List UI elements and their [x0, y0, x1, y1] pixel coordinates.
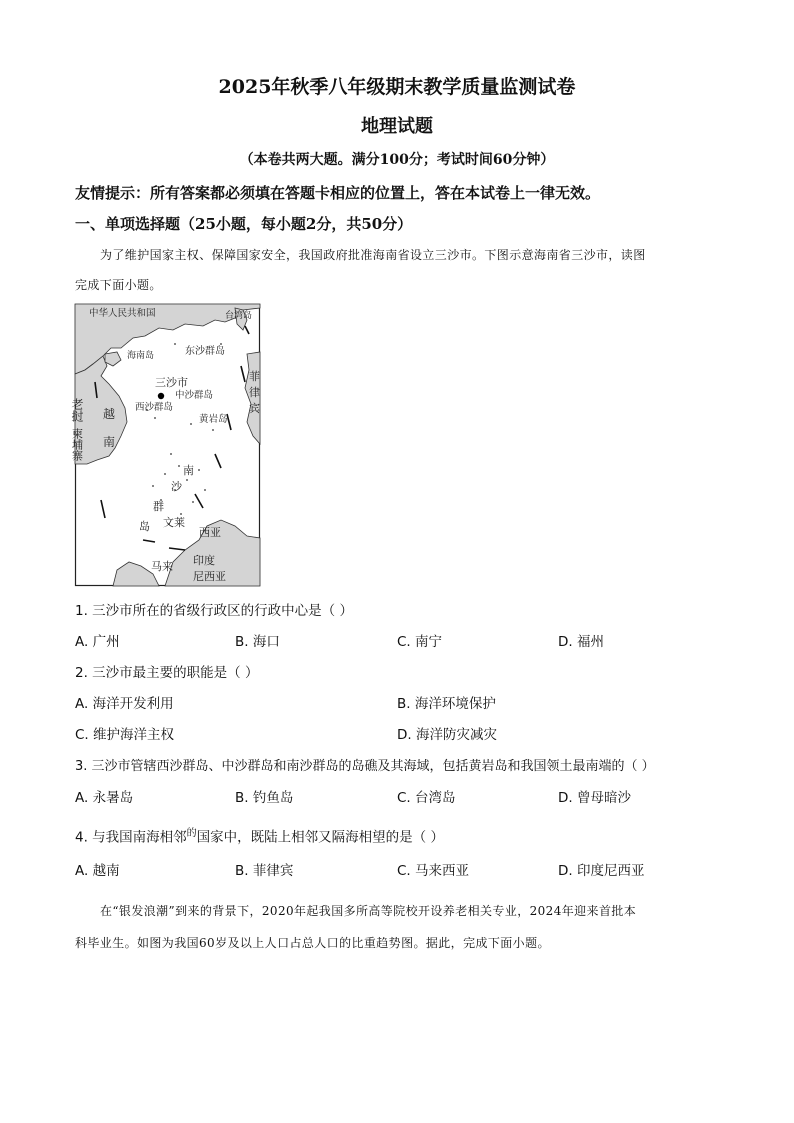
- q4-option-b[interactable]: B. 菲律宾: [235, 863, 294, 879]
- map-label-xiya: 西亚: [199, 526, 221, 539]
- q3-option-d[interactable]: D. 曾母暗沙: [558, 790, 631, 806]
- intro-line-2: 完成下面小题。: [75, 278, 162, 292]
- exam-title: 2025年秋季八年级期末教学质量监测试卷: [218, 76, 576, 98]
- q4-option-a[interactable]: A. 越南: [75, 863, 120, 879]
- q3-option-b[interactable]: B. 钓鱼岛: [235, 790, 294, 806]
- map-label-zhongsha: 中沙群岛: [175, 390, 214, 401]
- question-4: [75, 824, 444, 846]
- q1-option-c[interactable]: C. 南宁: [397, 634, 443, 650]
- map-label-taiwan: 台湾岛: [225, 311, 253, 321]
- q3-option-a[interactable]: A. 永暑岛: [75, 790, 134, 806]
- map-label-dongsha: 东沙群岛: [185, 346, 225, 357]
- intro-line-1: 为了维护国家主权、保障国家安全，我国政府批准海南省设立三沙市。下图示意海南省三沙市，读图: [100, 248, 646, 262]
- map-label-sansha: 三沙市: [155, 376, 188, 389]
- map-label-xisha: 西沙群岛: [135, 402, 174, 413]
- map-label-nansha-2: 沙: [171, 480, 182, 493]
- map-label-cambodia: 柬埔寨: [70, 428, 84, 461]
- sansha-map: [70, 304, 260, 586]
- map-label-brunei: 文莱: [163, 516, 185, 529]
- q2-option-c[interactable]: C. 维护海洋主权: [75, 727, 175, 743]
- sansha-city-dot: [158, 393, 164, 399]
- question-1: 1. 三沙市所在的省级行政区的行政中心是（ ）: [75, 603, 353, 619]
- map-label-nansha-4: 岛: [139, 520, 150, 533]
- map-label-phil-2: 律: [249, 386, 260, 399]
- intro2-line-1: 在“银发浪潮”到来的背景下，2020年起我国多所高等院校开设养老相关专业，2024年迎来首批本: [100, 904, 637, 918]
- map-label-nixiya: 尼西亚: [193, 570, 226, 583]
- map-label-hainan: 海南岛: [127, 351, 155, 361]
- map-label-yindu: 印度: [193, 554, 215, 567]
- map-label-phil-1: 菲: [249, 370, 260, 383]
- intro2-line-2: 科毕业生。如图为我国60岁及以上人口占总人口的比重趋势图。据此，完成下面小题。: [75, 936, 550, 950]
- q4-option-c[interactable]: C. 马来西亚: [397, 863, 470, 879]
- q2-option-d[interactable]: D. 海洋防灾减灾: [397, 727, 497, 743]
- question-3: 3. 三沙市管辖西沙群岛、中沙群岛和南沙群岛的岛礁及其海域，包括黄岩岛和我国领土最南端的（ ）: [75, 759, 655, 774]
- q4-text-post: 国家中，既陆上相邻又隔海相望的是（ ）: [196, 829, 444, 846]
- q4-option-d[interactable]: D. 印度尼西亚: [558, 863, 645, 879]
- map-label-huangyan: 黄岩岛: [199, 414, 228, 425]
- map-label-nansha-3: 群: [153, 500, 164, 513]
- map-label-nansha-1: 南: [183, 464, 194, 477]
- exam-note: （本卷共两大题。满分100分；考试时间60分钟）: [239, 152, 555, 168]
- question-2: 2. 三沙市最主要的职能是（ ）: [75, 665, 259, 681]
- map-label-yue: 越: [103, 407, 116, 421]
- map-label-prc: 中华人民共和国: [89, 308, 156, 319]
- q1-option-d[interactable]: D. 福州: [558, 634, 604, 650]
- friendly-tip: 友情提示：所有答案都必须填在答题卡相应的位置上，答在本试卷上一律无效。: [75, 184, 601, 202]
- q1-option-a[interactable]: A. 广州: [75, 634, 120, 650]
- section-heading: 一、单项选择题（25小题，每小题2分，共50分）: [75, 215, 413, 233]
- q4-text-pre: 4. 与我国南海相邻: [75, 829, 187, 846]
- map-label-malai: 马来: [151, 560, 173, 573]
- subject-title: 地理试题: [361, 116, 433, 137]
- q3-option-c[interactable]: C. 台湾岛: [397, 790, 456, 806]
- q2-option-a[interactable]: A. 海洋开发利用: [75, 696, 174, 712]
- map-label-laos: 老挝: [70, 398, 84, 422]
- q2-option-b[interactable]: B. 海洋环境保护: [397, 696, 496, 712]
- map-label-nan: 南: [103, 435, 116, 449]
- q1-option-b[interactable]: B. 海口: [235, 634, 280, 650]
- map-label-phil-3: 宾: [249, 402, 260, 415]
- q4-text-sup: 的: [186, 828, 197, 839]
